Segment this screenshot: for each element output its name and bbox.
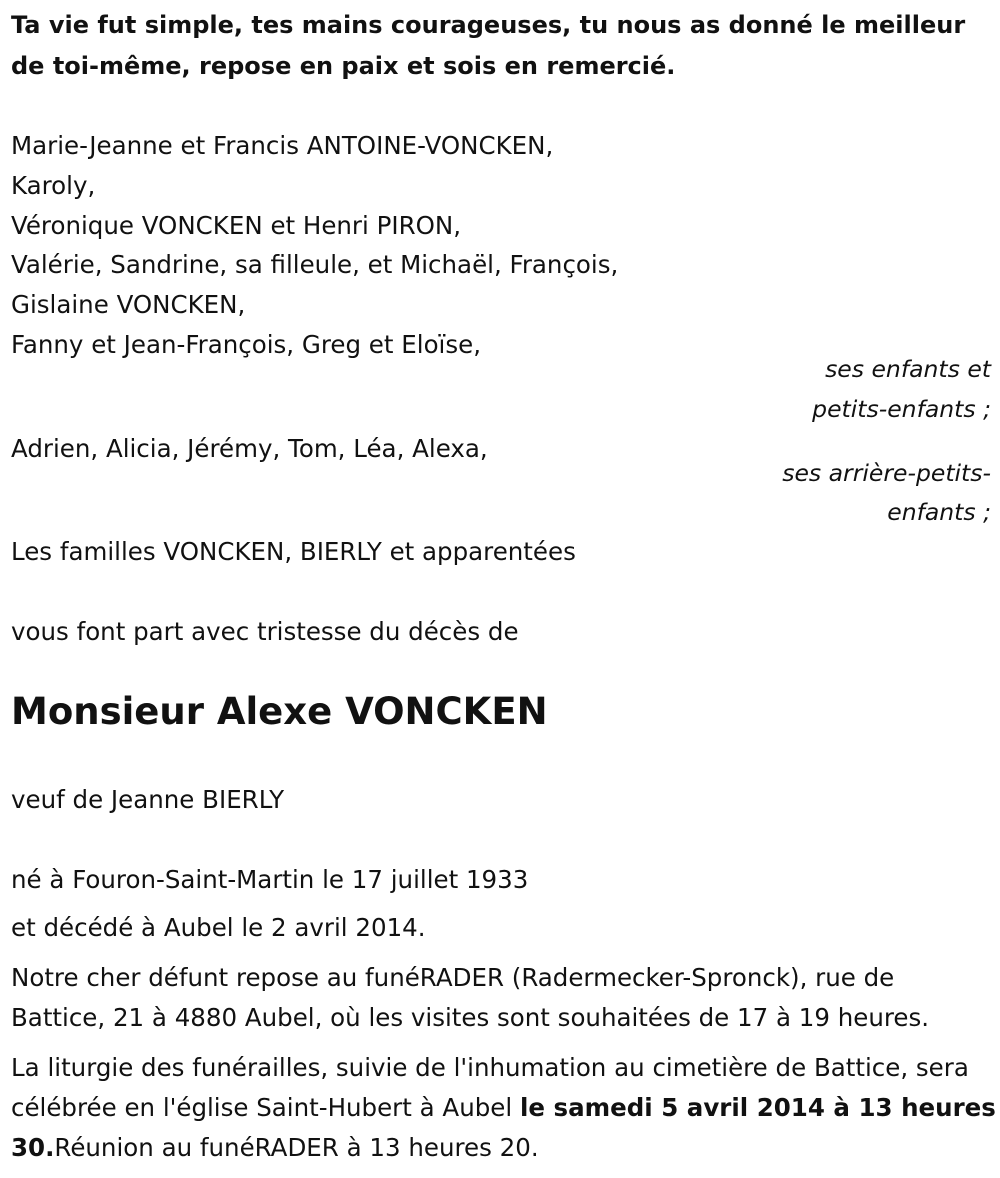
great-grandchildren-caption-1: ses arrière-petits- — [782, 459, 991, 487]
announcement: vous font part avec tristesse du décès de — [11, 617, 519, 646]
children-line-3: Véronique VONCKEN et Henri PIRON, — [11, 211, 462, 240]
children-line-1: Marie-Jeanne et Francis ANTOINE-VONCKEN, — [11, 131, 554, 160]
death-info: et décédé à Aubel le 2 avril 2014. — [11, 913, 426, 942]
great-grandchildren: Adrien, Alicia, Jérémy, Tom, Léa, Alexa, — [11, 434, 488, 463]
funeral-intro: La liturgie des funérailles, suivie de l'inhumation au cimetière de Battice, sera célébrée en l'église Saint-Hubert à Aubel — [11, 1053, 969, 1122]
children-caption-1: ses enfants et — [825, 355, 991, 383]
children-caption-2: petits-enfants ; — [812, 395, 991, 423]
children-line-2: Karoly, — [11, 171, 96, 200]
children-line-4: Valérie, Sandrine, sa filleule, et Michaël, François, — [11, 250, 619, 279]
deceased-name: Monsieur Alexe VONCKEN — [11, 690, 548, 733]
rest-info: Notre cher défunt repose au funéRADER (Radermecker-Spronck), rue de Battice, 21 à 4880 Aubel, où les visites sont souhaitées de 17 à 19 heures. — [11, 963, 930, 1032]
children-line-6: Fanny et Jean-François, Greg et Eloïse, — [11, 330, 481, 359]
funeral-info — [11, 1048, 996, 1168]
funeral-date: le samedi 5 avril 2014 à 13 heures 30. — [11, 1093, 996, 1162]
great-grandchildren-caption-2: enfants ; — [887, 498, 991, 526]
families: Les familles VONCKEN, BIERLY et apparentées — [11, 537, 576, 566]
meeting-info: Réunion au funéRADER à 13 heures 20. — [54, 1133, 539, 1162]
children-line-5: Gislaine VONCKEN, — [11, 290, 246, 319]
birth-info: né à Fouron-Saint-Martin le 17 juillet 1933 — [11, 865, 529, 894]
widower-of: veuf de Jeanne BIERLY — [11, 785, 285, 814]
epigraph: Ta vie fut simple, tes mains courageuses, tu nous as donné le meilleur de toi-même, repose en paix et sois en remercié. — [11, 11, 966, 80]
